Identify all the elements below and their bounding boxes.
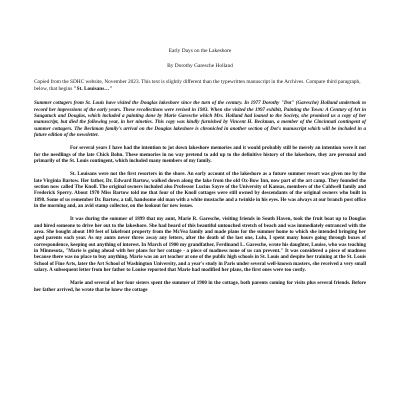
body-paragraph: It was during the summer of 1899 that my aunt, Marie R. Garesche, visiting friends in South Haven, took the fruit boat up to Douglas and hired someone to drive her out to the lakeshore. She had heard of this beautiful untouched stretch of beach and was immediately entranced with the area. She bought about 100 feet of lakefront property from the McVea family and made plans for the summer home to which she intended bringing her aged parents each year. As my aunts never threw away any letters, after the death of the last one, Lulu, I spent many hours going through boxes of correspondence, keeping out anything of interest. In March of 1900 my grandfather, Ferdinand L. Garesche, wrote his daughter, Louise, who was teaching in Minnesota, "Marie is going ahead with her plans for her cottage - a piece of madness none of us can prevent." It was considered a piece of madness because there was no place to buy anything. Marie was an art teacher at one of the public high schools in St. Louis and despite her training at the St. Louis School of Fine Arts, later the Art School of Washington University, and a year's study in Paris under several well-known masters, she received a very small salary. A subsequent letter from her father to Louise reported that Marie had modified her plans, the first ones were too costly. bbox=[34, 216, 366, 274]
body-paragraph: Marie and several of her four sisters spent the summer of 1900 in the cottage, both parents coming for visits plus several friends. Before her father arrived, he wrote that he knew the cottage bbox=[34, 280, 366, 293]
document-author: By Dorothy Garesche Holland bbox=[167, 63, 233, 69]
source-note-text: Copied from the SDHC website, November 2023. This text is slightly different than the typewritten manuscript in the Archives. Compare third paragraph, below, that begins bbox=[34, 79, 361, 92]
intro-paragraph: Summer cottagers from St. Louis have visited the Douglas lakeshore since the turn of the century. In 1977 Dorothy "Dot" (Garesche) Holland undertook to record her impressions of the early years. These recollections were revised in 1983. When she visited the 1997 exhibit, Painting the Town: A Century of Art in Saugatuck and Douglas, which included a painting done by Marie Garesche which Mrs. Holland had loaned to the Society, she promised us a copy of her manuscript, but died the following year, in her nineties. This copy was kindly furnished by Vincent H. Beckman, a member of the Cincinnati contingent of summer cottagers. The Beckman family's arrival on the Douglas lakeshore is chronicled in another section of Dot's manuscript which will be included in a future edition of the newsletter. bbox=[34, 100, 366, 138]
document-title: Early Days on the Lakeshore bbox=[168, 48, 232, 54]
source-note bbox=[34, 79, 366, 92]
body-paragraph: For several years I have had the intention to jot down lakeshore memories and it would probably still be merely an intention were it not for the needlings of the late Chick Bohn. These memories in no way pretend to add up to the definitive history of the lakeshore, they are personal and primarily of the St. Louis contingent, which included many members of my family. bbox=[34, 145, 366, 164]
body-paragraph: St. Louisans were not the first resorters in the shore. An early account of the lakeshore as a future summer resort was given me by the late Virginia Bartow. Her father, Dr. Edward Bartow, walked down along the lake from the old Ox-Bow Inn, now part of the art camp. They founded the section now called The Knoll. The original owners included also Professor Lucius Sayre of the University of Kansas, members of the Caldwell family and Frederick Sperry. About 1970 Miss Bartow told me that four of the Knoll cottages were still owned by descendants of the original owners who built in 1898. Some of us remember Dr. Bartow, a tall, handsome old man with a white mustache and a twinkle in his eyes. He was always at our branch post office in the morning and, an avid stamp collector, on the lookout for new issues. bbox=[34, 171, 366, 209]
source-quote: "St. Louisans…" bbox=[73, 85, 113, 92]
